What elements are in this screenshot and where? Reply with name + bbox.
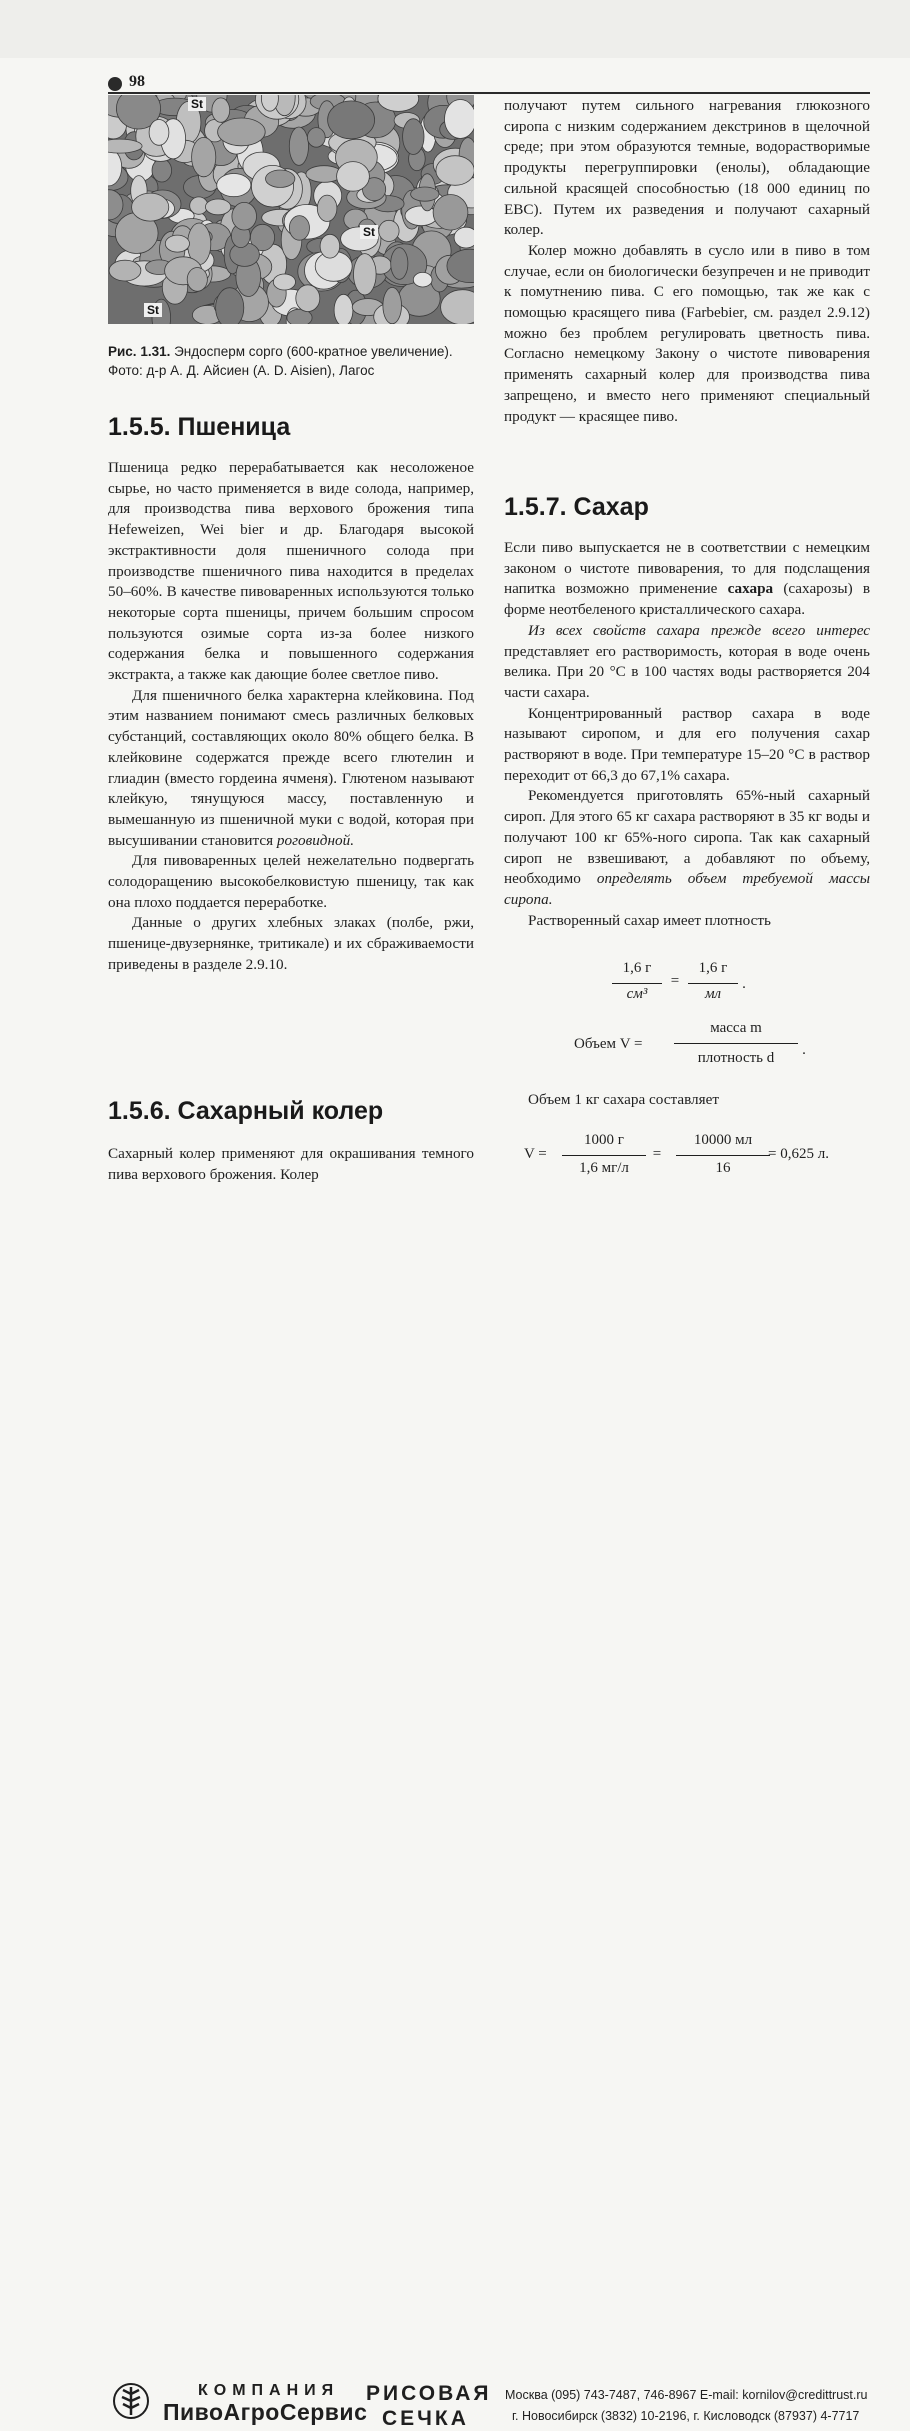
sugar-color-text: [108, 1144, 474, 1185]
fraction-bar: [676, 1155, 770, 1156]
starch-granule-shape: [218, 118, 266, 146]
footer-ad: [0, 1188, 910, 2430]
sugar-volume-text: [528, 1090, 868, 1111]
starch-granule-shape: [411, 187, 439, 201]
paragraph: Растворенный сахар имеет плотность: [528, 911, 771, 929]
starch-granule-shape: [205, 199, 230, 215]
starch-granule-shape: [328, 101, 375, 139]
formula-denominator: 1,6 мг/л: [579, 1160, 629, 1176]
formula-denominator: плотность d: [697, 1050, 775, 1066]
wheat-text: [108, 458, 474, 976]
footer-contact-moscow: Москва (095) 743-7487, 746-8967 E-mail: kornilov@credittrust.ru: [505, 2388, 868, 2402]
formula-numerator: 10000 мл: [693, 1132, 753, 1148]
starch-granule-shape: [217, 174, 251, 197]
starch-granule-shape: [307, 128, 325, 148]
paragraph: Данные о других хлебных злаках (полбе, ржи, пшенице-двузернянке, тритикале) и их сбраживаемости приведены в разделе 2.9.10.: [108, 914, 474, 973]
sorghum-endosperm-photo: [108, 95, 474, 324]
paragraph: получают путем сильного нагревания глюкозного сиропа с низким содержанием декстринов в щелочной среде; при этом образуются темные, водорастворимые продукты перегруппировки (енолы), обладающие сильной красящей способностью (18 000 единиц по EBC). Путем их разведения и получают сахарный колер.: [504, 97, 870, 239]
photo-label-st: St: [144, 303, 162, 317]
formula-numerator: масса m: [710, 1020, 762, 1036]
footer-product-line2: СЕЧКА: [382, 2407, 469, 2430]
formula-equals: =: [652, 1146, 662, 1162]
starch-granule-shape: [216, 288, 244, 324]
starch-granule-shape: [289, 216, 309, 241]
starch-granule-shape: [212, 98, 230, 122]
caption-text: Эндосперм сорго (600-кратное увеличение). Фото: д-р А. Д. Айсиен (A. D. Aisien), Лагос: [108, 344, 453, 378]
starch-granule-shape: [413, 272, 432, 287]
starch-granule-shape: [445, 100, 475, 139]
paragraph: Для пшеничного белка характерна клейковина. Под этим названием понимают смесь различных белковых субстанций, составляющих около 80% общего белка. В клейковине содержатся прежде всего глютелин и глиадин (вместо гордеина ячменя). Глютеном называют клейкую, тянущуюся массу, поставленную и вымешанную из пшеничной муки с водой, которая при высушивании становится роговидной.: [108, 686, 474, 849]
paragraph: Если пиво выпускается не в соответствии с немецким законом о чистоте пивоварения, то для подслащения напитка возможно применение сахара (сахарозы) в форме неотбеленого кристаллического сахара.: [504, 539, 870, 619]
starch-granule-shape: [232, 202, 257, 230]
footer-brand: ПивоАгроСервис: [163, 2399, 368, 2425]
starch-granule-shape: [433, 195, 468, 231]
paragraph: Колер можно добавлять в сусло или в пиво в том случае, если он биологически безупречен и не приводит к помутнению пива. С его помощью, так же как с помощью красящего пива (Farbebier, см. раздел 2.9.12) можно без проблем регулировать цветность пива. Согласно немецкому Закону о чистоте пивоварения применять сахарный колер для производства пива запрещено, и вместо него применяют специальный продукт — красящее пиво.: [504, 241, 870, 425]
heading-sugar: 1.5.7. Сахар: [504, 493, 649, 521]
formula-result: = 0,625 л.: [768, 1146, 829, 1162]
page-number: 98: [129, 73, 145, 90]
formula-numerator: 1,6 г: [622, 960, 652, 976]
starch-granule-shape: [109, 260, 141, 281]
starch-granule-shape: [273, 274, 295, 290]
starch-granule-shape: [152, 159, 172, 182]
formula-equals: =: [670, 973, 680, 989]
formula-denominator: мл: [704, 986, 722, 1002]
formula-numerator: 1000 г: [584, 1132, 624, 1148]
starch-granule-shape: [192, 137, 216, 176]
photo-label-st: St: [188, 97, 206, 111]
figure-caption: [108, 342, 474, 380]
header-rule: [108, 92, 870, 94]
formula-lhs: Объем V =: [574, 1036, 643, 1052]
paragraph: Сахарный колер применяют для окрашивания темного пива верхового брожения. Колер: [108, 1145, 474, 1183]
footer-product-line1: РИСОВАЯ: [366, 2382, 492, 2405]
starch-granule-shape: [165, 235, 189, 252]
paragraph: Объем 1 кг сахара составляет: [528, 1091, 719, 1108]
footer-company-label: КОМПАНИЯ: [198, 2382, 340, 2399]
starch-granule-shape: [296, 285, 320, 312]
grain-logo-icon: [110, 2382, 152, 2420]
formula-lhs: V =: [524, 1146, 547, 1162]
photo-label-st: St: [360, 225, 378, 239]
fraction-bar: [562, 1155, 646, 1156]
paragraph: Рекомендуется приготовлять 65%-ный сахарный сироп. Для этого 65 кг сахара растворяют в 35 кг воды и получают 100 кг 65%-ного сиропа. Так как сахарный сироп не взвешивают, а добавляют по объему, необходимо определять объем требуемой массы сиропа.: [504, 787, 870, 908]
caption-label: Рис. 1.31.: [108, 344, 171, 359]
paragraph: Пшеница редко перерабатывается как несоложеное сырье, но часто применяется в виде солода, например, для производства пива верхового брожения типа Hefeweizen, Wei bier и др. Благодаря высокой экстрактивности доля пшеничного солода при производстве пшеничного пива находится в пределах 50–60%. В качестве пивоваренных используются только некоторые сорта пшеницы, причем большим спросом пользуются озимые сорта из-за более низкого содержания белка и повышенного содержания экстракта, а также как дающие более светлое пиво.: [108, 459, 474, 684]
heading-sugar-color: 1.5.6. Сахарный колер: [108, 1097, 384, 1125]
formula-denominator: см³: [626, 986, 648, 1002]
sugar-color-text-cont: [504, 96, 870, 427]
starch-granule-shape: [436, 156, 474, 186]
starch-granule-shape: [320, 234, 340, 258]
starch-granule-shape: [187, 268, 207, 292]
formula-dot: .: [742, 976, 746, 992]
sugar-text: [504, 538, 870, 931]
starch-granule-shape: [379, 220, 399, 241]
paragraph: Из всех свойств сахара прежде всего интерес представляет его растворимость, которая в воде очень велика. При 20 °С в 100 частях воды растворяется 204 части сахара.: [504, 621, 870, 701]
starch-granule-shape: [132, 193, 169, 221]
starch-granule-shape: [354, 254, 377, 295]
starch-granule-shape: [334, 294, 353, 324]
starch-granule-shape: [391, 248, 408, 280]
fraction-bar: [674, 1043, 798, 1044]
starch-granule-shape: [405, 206, 437, 226]
starch-granule-shape: [317, 195, 337, 221]
footer-contact-regions: г. Новосибирск (3832) 10-2196, г. Кисловодск (87937) 4-7717: [512, 2409, 860, 2423]
starch-granule-shape: [383, 287, 402, 323]
formula-dot: .: [802, 1042, 806, 1058]
formula-numerator: 1,6 г: [698, 960, 728, 976]
starch-granule-shape: [266, 170, 295, 187]
starch-granule-shape: [337, 162, 370, 192]
formula-denominator: 16: [715, 1160, 731, 1176]
heading-wheat: 1.5.5. Пшеница: [108, 413, 291, 441]
starch-granule-shape: [289, 127, 308, 165]
fraction-bar: [688, 983, 738, 984]
paragraph: Для пивоваренных целей нежелательно подвергать солодоращению высокобелковистую пшеницу, так как она плохо поддается переработке.: [108, 852, 474, 911]
page-marker-icon: [108, 77, 122, 91]
scan-top-band: [0, 0, 910, 58]
starch-granule-shape: [149, 120, 169, 146]
starch-granule-shape: [454, 227, 474, 248]
paragraph: Концентрированный раствор сахара в воде называют сиропом, и для его получения сахар растворяют в воде. При температуре 15–20 °С в раствор переходит от 66,3 до 67,1% сахара.: [504, 704, 870, 784]
starch-granule-shape: [403, 119, 424, 155]
fraction-bar: [612, 983, 662, 984]
